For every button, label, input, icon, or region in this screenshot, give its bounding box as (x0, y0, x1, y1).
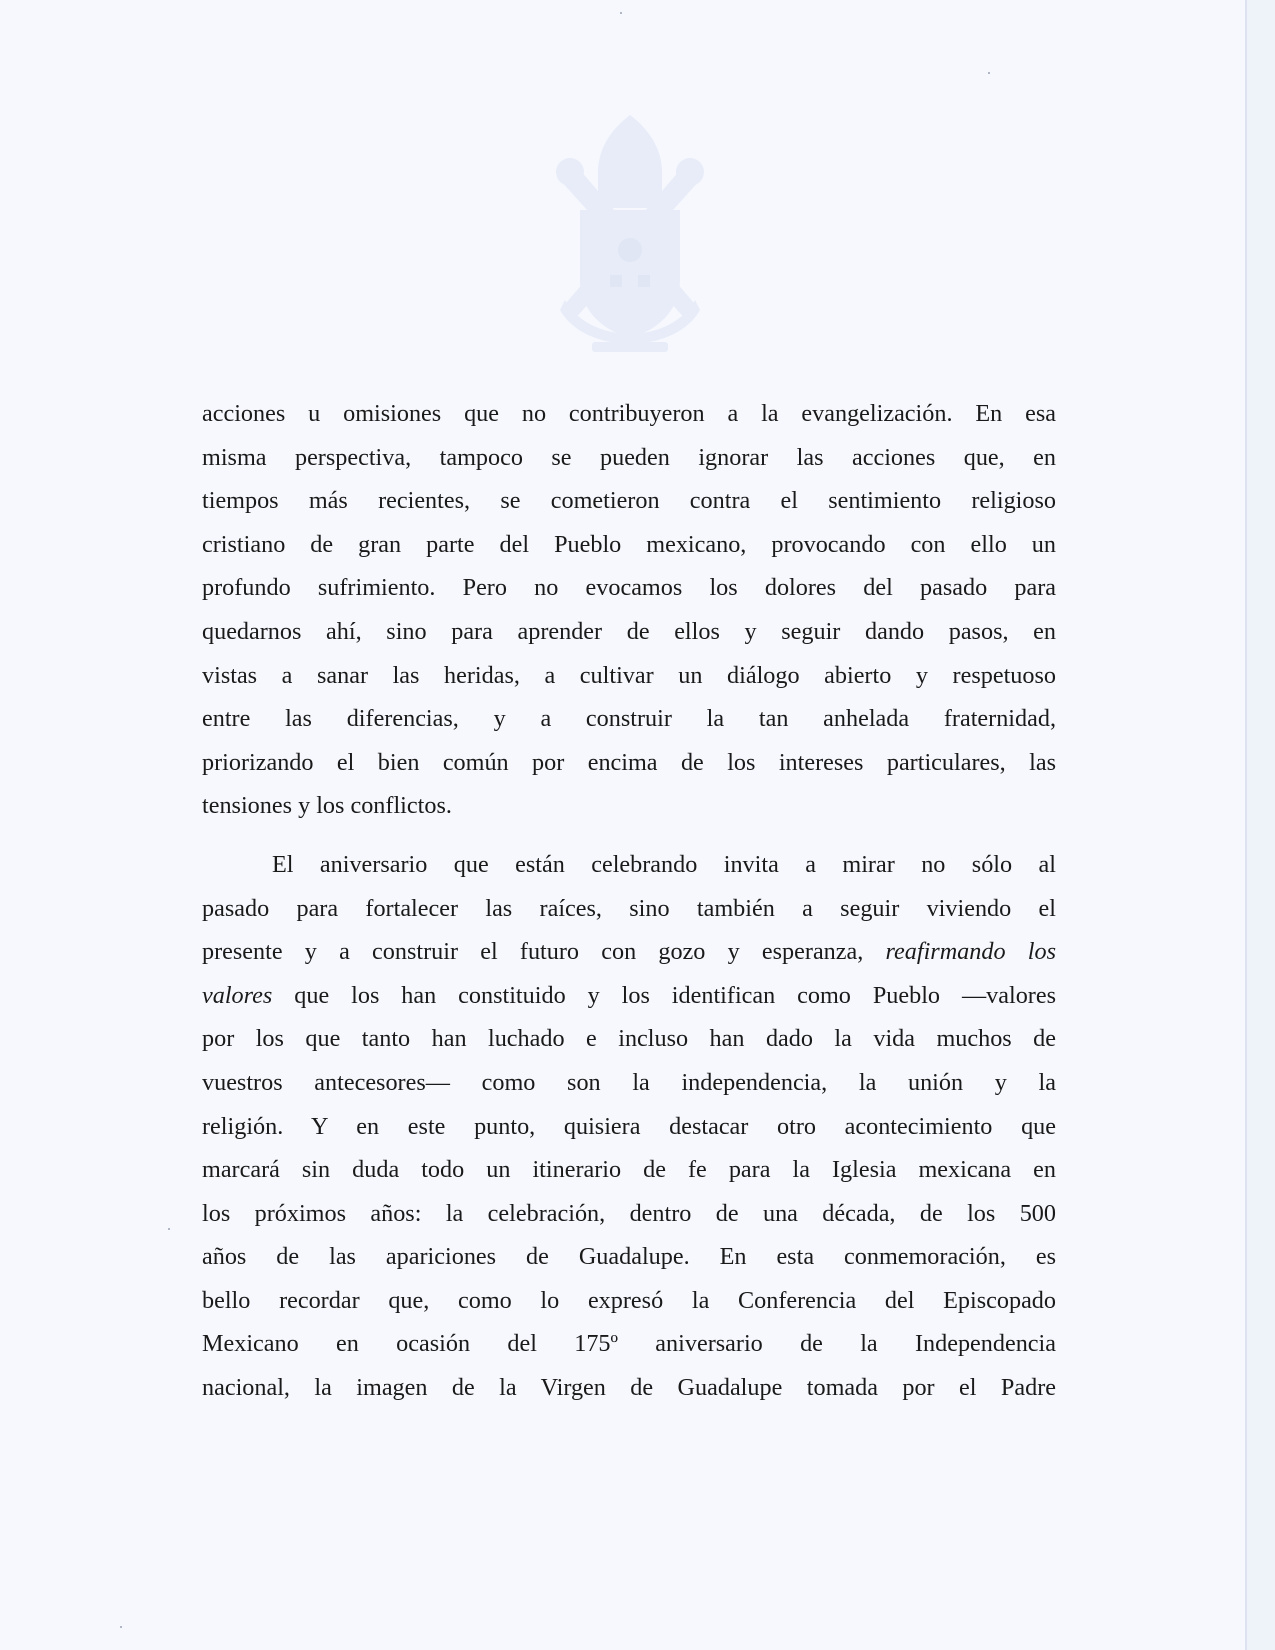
text-segment: presente y a construir el futuro con gozo y esperanza, (202, 938, 886, 966)
text-line: misma perspectiva, tampoco se pueden ignorar las acciones que, en (202, 443, 1056, 471)
text-line: priorizando el bien común por encima de los intereses particulares, las (202, 748, 1056, 776)
text-line: por los que tanto han luchado e incluso han dado la vida muchos de (202, 1025, 1056, 1053)
paragraph-1 (202, 392, 1056, 828)
text-line: El aniversario que están celebrando invita a mirar no sólo al (272, 850, 1056, 878)
text-line: marcará sin duda todo un itinerario de fe para la Iglesia mexicana en (202, 1156, 1056, 1184)
text-line: vistas a sanar las heridas, a cultivar un diálogo abierto y respetuoso (202, 661, 1056, 689)
italic-phrase: valores (202, 981, 273, 1009)
text-line: acciones u omisiones que no contribuyeron a la evangelización. En esa (202, 400, 1056, 427)
scan-speck (120, 1626, 122, 1628)
paragraph-2 (202, 843, 1056, 1410)
text-line: cristiano de gran parte del Pueblo mexicano, provocando con ello un (202, 530, 1056, 558)
text-line: vuestros antecesores— como son la independencia, la unión y la (202, 1068, 1056, 1096)
text-line (202, 930, 1056, 974)
scan-speck (988, 72, 990, 74)
text-line: nacional, la imagen de la Virgen de Guadalupe tomada por el Padre (202, 1374, 1056, 1402)
italic-phrase: reafirmando los (885, 938, 1056, 966)
scan-speck (168, 1228, 170, 1230)
text-line: tiempos más recientes, se cometieron contra el sentimiento religioso (202, 487, 1056, 515)
text-segment: que los han constituido y los identifican como Pueblo —valores (294, 981, 1057, 1009)
text-line: años de las apariciones de Guadalupe. En esta conmemoración, es (202, 1243, 1056, 1271)
letter-body (202, 392, 1056, 1410)
scan-speck (620, 12, 622, 14)
text-line: pasado para fortalecer las raíces, sino también a seguir viviendo el (202, 894, 1056, 922)
text-line: bello recordar que, como lo expresó la Conferencia del Episcopado (202, 1286, 1056, 1314)
text-line: quedarnos ahí, sino para aprender de ellos y seguir dando pasos, en (202, 617, 1056, 645)
scanner-bed-margin (1247, 0, 1275, 1650)
text-line: los próximos años: la celebración, dentro de una década, de los 500 (202, 1199, 1056, 1227)
text-line (202, 974, 1056, 1018)
text-line: profundo sufrimiento. Pero no evocamos los dolores del pasado para (202, 574, 1056, 602)
text-line: entre las diferencias, y a construir la tan anhelada fraternidad, (202, 705, 1056, 733)
coat-of-arms-watermark-icon (540, 110, 720, 360)
text-line: Mexicano en ocasión del 175º aniversario de la Independencia (202, 1330, 1056, 1358)
text-line: tensiones y los conflictos. (202, 792, 452, 820)
text-line: religión. Y en este punto, quisiera destacar otro acontecimiento que (202, 1112, 1056, 1140)
